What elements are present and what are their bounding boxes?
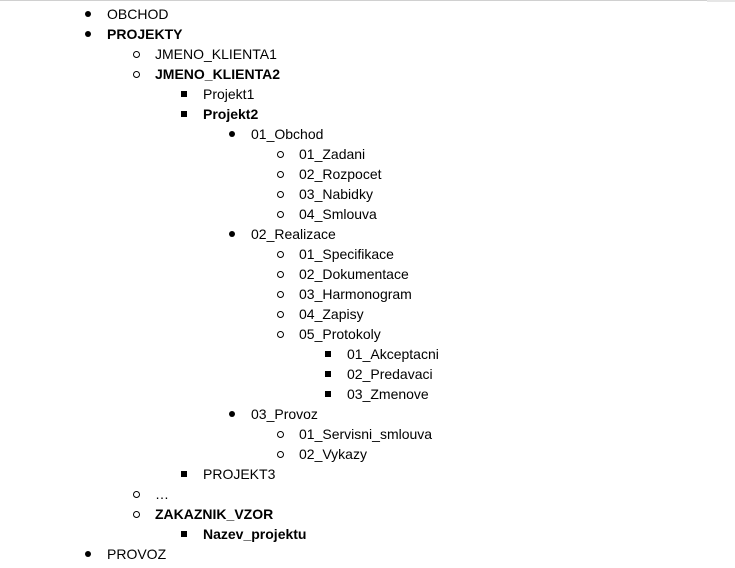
outline-item bbox=[0, 44, 735, 64]
circle-bullet-icon bbox=[130, 484, 142, 504]
outline-item-label: Projekt1 bbox=[203, 86, 255, 102]
circle-bullet-icon bbox=[274, 144, 286, 164]
outline-item-label: Projekt2 bbox=[203, 106, 259, 122]
disc-bullet-icon bbox=[82, 24, 94, 44]
outline-item-label: Nazev_projektu bbox=[203, 526, 307, 542]
outline-item-label: 01_Akceptacni bbox=[347, 346, 439, 362]
outline-item-label: 02_Predavaci bbox=[347, 366, 433, 382]
disc-bullet-icon bbox=[226, 404, 238, 424]
disc-bullet-icon bbox=[82, 4, 94, 24]
outline-item-label: JMENO_KLIENTA2 bbox=[155, 66, 280, 82]
outline-item bbox=[0, 544, 735, 564]
outline-item bbox=[0, 424, 735, 444]
outline-item-label: 02_Realizace bbox=[251, 226, 336, 242]
outline-item bbox=[0, 264, 735, 284]
circle-bullet-icon bbox=[274, 284, 286, 304]
outline-item-label: ZAKAZNIK_VZOR bbox=[155, 506, 274, 522]
outline-item bbox=[0, 84, 735, 104]
outline-item-label: 03_Provoz bbox=[251, 406, 318, 422]
outline-item bbox=[0, 184, 735, 204]
circle-bullet-icon bbox=[274, 444, 286, 464]
outline-item bbox=[0, 364, 735, 384]
circle-bullet-icon bbox=[274, 324, 286, 344]
circle-bullet-icon bbox=[274, 164, 286, 184]
disc-bullet-icon bbox=[226, 124, 238, 144]
square-bullet-icon bbox=[178, 524, 190, 544]
circle-bullet-icon bbox=[130, 64, 142, 84]
circle-bullet-icon bbox=[274, 304, 286, 324]
outline-item-label: PROJEKTY bbox=[107, 26, 183, 42]
outline-item-label: 04_Smlouva bbox=[299, 206, 377, 222]
outline-item-label: PROJEKT3 bbox=[203, 466, 276, 482]
square-bullet-icon bbox=[178, 464, 190, 484]
circle-bullet-icon bbox=[274, 264, 286, 284]
outline-item bbox=[0, 204, 735, 224]
outline-item bbox=[0, 324, 735, 344]
outline-item bbox=[0, 284, 735, 304]
square-bullet-icon bbox=[322, 384, 334, 404]
outline-item bbox=[0, 124, 735, 144]
outline-item-label: 01_Zadani bbox=[299, 146, 366, 162]
square-bullet-icon bbox=[322, 344, 334, 364]
outline-item bbox=[0, 404, 735, 424]
outline-item-label: 03_Zmenove bbox=[347, 386, 429, 402]
outline-item bbox=[0, 164, 735, 184]
outline-item-label: 01_Specifikace bbox=[299, 246, 394, 262]
disc-bullet-icon bbox=[226, 224, 238, 244]
outline-item bbox=[0, 444, 735, 464]
outline-item-label: 02_Vykazy bbox=[299, 446, 367, 462]
outline-item-label: 02_Rozpocet bbox=[299, 166, 382, 182]
outline-item bbox=[0, 104, 735, 124]
circle-bullet-icon bbox=[274, 204, 286, 224]
outline-item-label: PROVOZ bbox=[107, 546, 167, 562]
outline-item bbox=[0, 344, 735, 364]
square-bullet-icon bbox=[322, 364, 334, 384]
outline-item bbox=[0, 524, 735, 544]
outline-item-label: 04_Zapisy bbox=[299, 306, 364, 322]
outline-item-label: 03_Nabidky bbox=[299, 186, 373, 202]
outline-item-label: … bbox=[155, 486, 169, 502]
outline-item-label: JMENO_KLIENTA1 bbox=[155, 46, 277, 62]
outline-item bbox=[0, 224, 735, 244]
outline-item bbox=[0, 244, 735, 264]
outline-item bbox=[0, 384, 735, 404]
outline-item bbox=[0, 4, 735, 24]
outline-item-label: 01_Obchod bbox=[251, 126, 324, 142]
outline-item bbox=[0, 484, 735, 504]
square-bullet-icon bbox=[178, 104, 190, 124]
circle-bullet-icon bbox=[274, 424, 286, 444]
folder-outline bbox=[0, 4, 735, 564]
top-divider bbox=[0, 0, 735, 1]
square-bullet-icon bbox=[178, 84, 190, 104]
outline-item-label: 03_Harmonogram bbox=[299, 286, 412, 302]
outline-item bbox=[0, 64, 735, 84]
top-divider-right bbox=[707, 0, 735, 2]
outline-item bbox=[0, 464, 735, 484]
outline-item bbox=[0, 24, 735, 44]
outline-item bbox=[0, 304, 735, 324]
outline-item-label: 05_Protokoly bbox=[299, 326, 381, 342]
disc-bullet-icon bbox=[82, 544, 94, 564]
outline-item-label: 02_Dokumentace bbox=[299, 266, 409, 282]
outline-item bbox=[0, 504, 735, 524]
circle-bullet-icon bbox=[130, 44, 142, 64]
circle-bullet-icon bbox=[274, 184, 286, 204]
circle-bullet-icon bbox=[274, 244, 286, 264]
outline-item-label: OBCHOD bbox=[107, 6, 169, 22]
outline-item-label: 01_Servisni_smlouva bbox=[299, 426, 433, 442]
outline-item bbox=[0, 144, 735, 164]
circle-bullet-icon bbox=[130, 504, 142, 524]
